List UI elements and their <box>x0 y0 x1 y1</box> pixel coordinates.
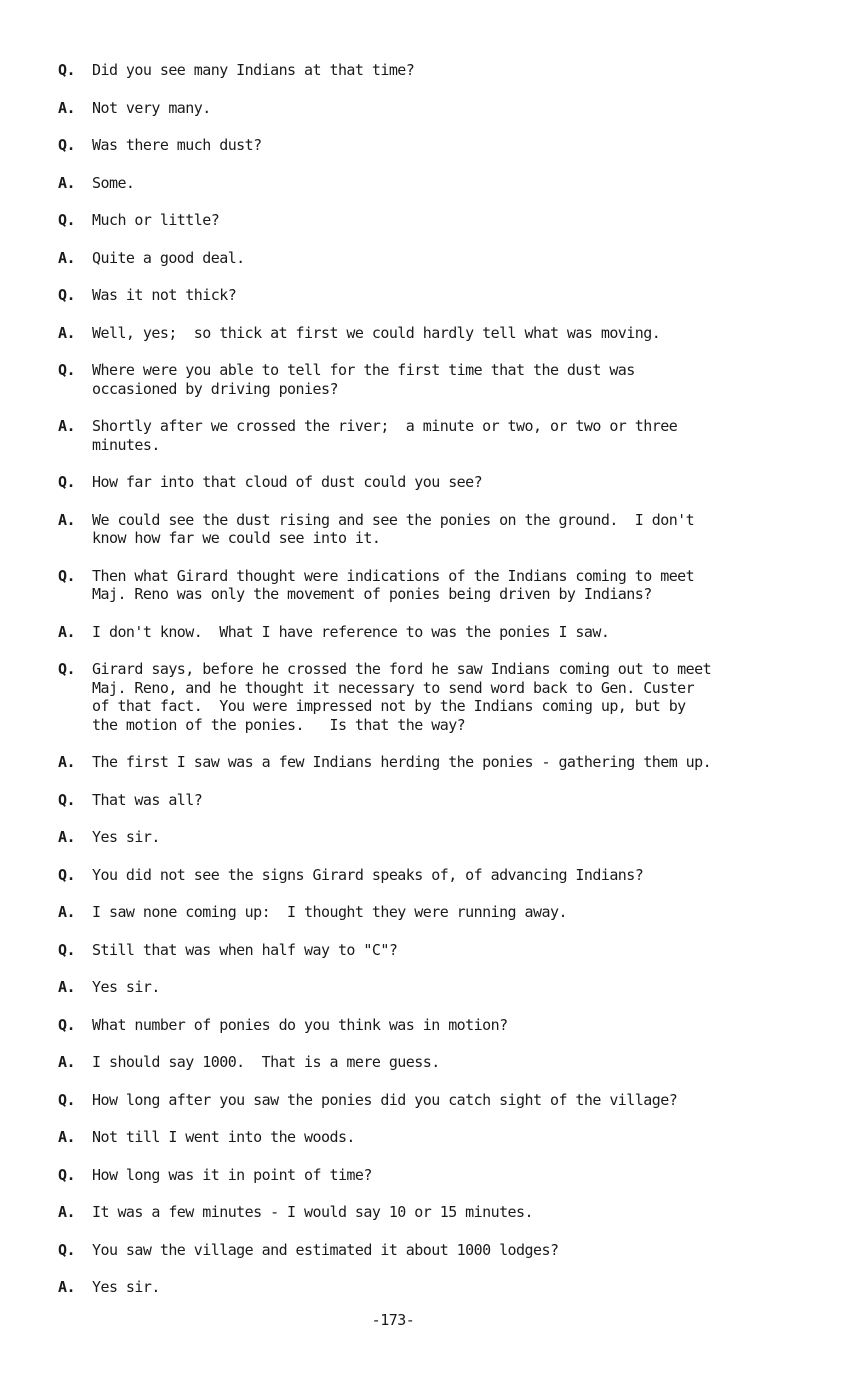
question-entry <box>58 473 818 492</box>
answer-entry <box>58 903 818 922</box>
entry-text <box>92 1053 818 1072</box>
question-entry <box>58 1166 818 1185</box>
question-entry <box>58 866 818 885</box>
speaker-label: Q. <box>58 660 75 678</box>
text-line: Maj. Reno, and he thought it necessary to send word back to Gen. Custer <box>92 678 695 697</box>
text-line: Yes sir. <box>92 1278 160 1296</box>
page-number: -173- <box>371 1311 415 1329</box>
entry-text <box>92 324 818 343</box>
answer-entry <box>58 249 818 268</box>
answer-entry <box>58 1278 818 1297</box>
question-entry <box>58 941 818 960</box>
speaker-label: Q. <box>58 211 75 229</box>
text-line: You saw the village and estimated it about 1000 lodges? <box>92 1240 559 1259</box>
entry-text <box>92 941 818 960</box>
speaker-label: Q. <box>58 865 75 884</box>
question-entry <box>58 61 818 80</box>
speaker-label: A. <box>58 98 75 117</box>
speaker-label: Q. <box>58 790 75 809</box>
speaker-label: A. <box>58 1203 75 1221</box>
text-line: Well, yes; so thick at first we could hardly tell what was moving. <box>92 323 661 342</box>
text-line: What number of ponies do you think was in motion? <box>92 1015 508 1034</box>
question-entry <box>58 361 818 398</box>
answer-entry <box>58 1203 818 1222</box>
entry-text <box>92 567 818 604</box>
entry-text <box>92 61 818 80</box>
answer-entry <box>58 99 818 118</box>
entry-text <box>92 1278 818 1297</box>
speaker-label: Q. <box>58 61 75 79</box>
speaker-label: A. <box>58 1278 75 1296</box>
transcript <box>58 61 818 1316</box>
entry-text <box>92 286 818 305</box>
speaker-label: Q. <box>58 1090 75 1109</box>
speaker-label: A. <box>58 173 75 192</box>
text-line: Some. <box>92 173 135 192</box>
text-line: Maj. Reno was only the movement of ponies being driven by Indians? <box>92 585 652 603</box>
answer-entry <box>58 1128 818 1147</box>
text-line: minutes. <box>92 435 160 454</box>
answer-entry <box>58 1053 818 1072</box>
answer-entry <box>58 174 818 193</box>
text-line: Not very many. <box>92 98 211 117</box>
answer-entry <box>58 623 818 642</box>
text-line: Shortly after we crossed the river; a minute or two, or two or three <box>92 417 678 435</box>
text-line: I should say 1000. That is a mere guess. <box>92 1053 440 1071</box>
entry-text <box>92 1166 818 1185</box>
text-line: Yes sir. <box>92 828 160 846</box>
text-line: know how far we could see into it. <box>92 529 381 547</box>
entry-text <box>92 978 818 997</box>
entry-text <box>92 511 818 548</box>
answer-entry <box>58 753 818 772</box>
text-line: Where were you able to tell for the first time that the dust was <box>92 361 635 379</box>
entry-text <box>92 753 818 772</box>
entry-text <box>92 828 818 847</box>
entry-text <box>92 1241 818 1260</box>
text-line: I don't know. What I have reference to was the ponies I saw. <box>92 622 610 641</box>
question-entry <box>58 136 818 155</box>
answer-entry <box>58 324 818 343</box>
entry-text <box>92 211 818 230</box>
speaker-label: Q. <box>58 1015 75 1034</box>
entry-text <box>92 361 818 398</box>
text-line: That was all? <box>92 790 203 809</box>
text-line: Did you see many Indians at that time? <box>92 61 415 79</box>
question-entry <box>58 1241 818 1260</box>
text-line: We could see the dust rising and see the ponies on the ground. I don't <box>92 510 695 529</box>
entry-text <box>92 136 818 155</box>
text-line: How long after you saw the ponies did you catch sight of the village? <box>92 1090 678 1109</box>
entry-text <box>92 1091 818 1110</box>
entry-text <box>92 473 818 492</box>
answer-entry <box>58 828 818 847</box>
speaker-label: A. <box>58 1053 75 1071</box>
entry-text <box>92 174 818 193</box>
text-line: The first I saw was a few Indians herding the ponies - gathering them up. <box>92 753 712 771</box>
speaker-label: Q. <box>58 361 75 379</box>
question-entry <box>58 1091 818 1110</box>
text-line: Much or little? <box>92 211 220 229</box>
speaker-label: Q. <box>58 1240 75 1259</box>
question-entry <box>58 1016 818 1035</box>
entry-text <box>92 1128 818 1147</box>
question-entry <box>58 567 818 604</box>
text-line: Then what Girard thought were indications of the Indians coming to meet <box>92 566 695 585</box>
entry-text <box>92 1203 818 1222</box>
speaker-label: A. <box>58 323 75 342</box>
text-line: Still that was when half way to "C"? <box>92 940 398 959</box>
entry-text <box>92 417 818 454</box>
text-line: Quite a good deal. <box>92 248 245 267</box>
entry-text <box>92 249 818 268</box>
text-line: the motion of the ponies. Is that the way? <box>92 715 466 734</box>
speaker-label: Q. <box>58 1165 75 1184</box>
speaker-label: A. <box>58 753 75 771</box>
speaker-label: Q. <box>58 286 75 304</box>
speaker-label: Q. <box>58 136 75 154</box>
question-entry <box>58 286 818 305</box>
text-line: How far into that cloud of dust could you see? <box>92 473 483 491</box>
speaker-label: A. <box>58 248 75 267</box>
text-line: You did not see the signs Girard speaks of, of advancing Indians? <box>92 865 644 884</box>
text-line: Yes sir. <box>92 978 160 996</box>
text-line: Was there much dust? <box>92 136 262 154</box>
text-line: How long was it in point of time? <box>92 1165 372 1184</box>
text-line: It was a few minutes - I would say 10 or 15 minutes. <box>92 1203 534 1221</box>
speaker-label: A. <box>58 417 75 435</box>
text-line: Not till I went into the woods. <box>92 1128 355 1146</box>
entry-text <box>92 99 818 118</box>
text-line: of that fact. You were impressed not by the Indians coming up, but by <box>92 697 686 715</box>
speaker-label: A. <box>58 510 75 529</box>
entry-text <box>92 903 818 922</box>
text-line: I saw none coming up: I thought they were running away. <box>92 903 567 921</box>
question-entry <box>58 660 818 734</box>
entry-text <box>92 660 818 734</box>
text-line: occasioned by driving ponies? <box>92 379 338 398</box>
speaker-label: A. <box>58 978 75 996</box>
speaker-label: A. <box>58 828 75 846</box>
speaker-label: A. <box>58 622 75 641</box>
speaker-label: Q. <box>58 940 75 959</box>
speaker-label: Q. <box>58 473 75 491</box>
entry-text <box>92 791 818 810</box>
entry-text <box>92 1016 818 1035</box>
entry-text <box>92 623 818 642</box>
answer-entry <box>58 978 818 997</box>
question-entry <box>58 211 818 230</box>
speaker-label: A. <box>58 1128 75 1146</box>
entry-text <box>92 866 818 885</box>
speaker-label: Q. <box>58 566 75 585</box>
text-line: Girard says, before he crossed the ford he saw Indians coming out to meet <box>92 660 712 678</box>
answer-entry <box>58 511 818 548</box>
text-line: Was it not thick? <box>92 286 237 304</box>
answer-entry <box>58 417 818 454</box>
question-entry <box>58 791 818 810</box>
speaker-label: A. <box>58 903 75 921</box>
